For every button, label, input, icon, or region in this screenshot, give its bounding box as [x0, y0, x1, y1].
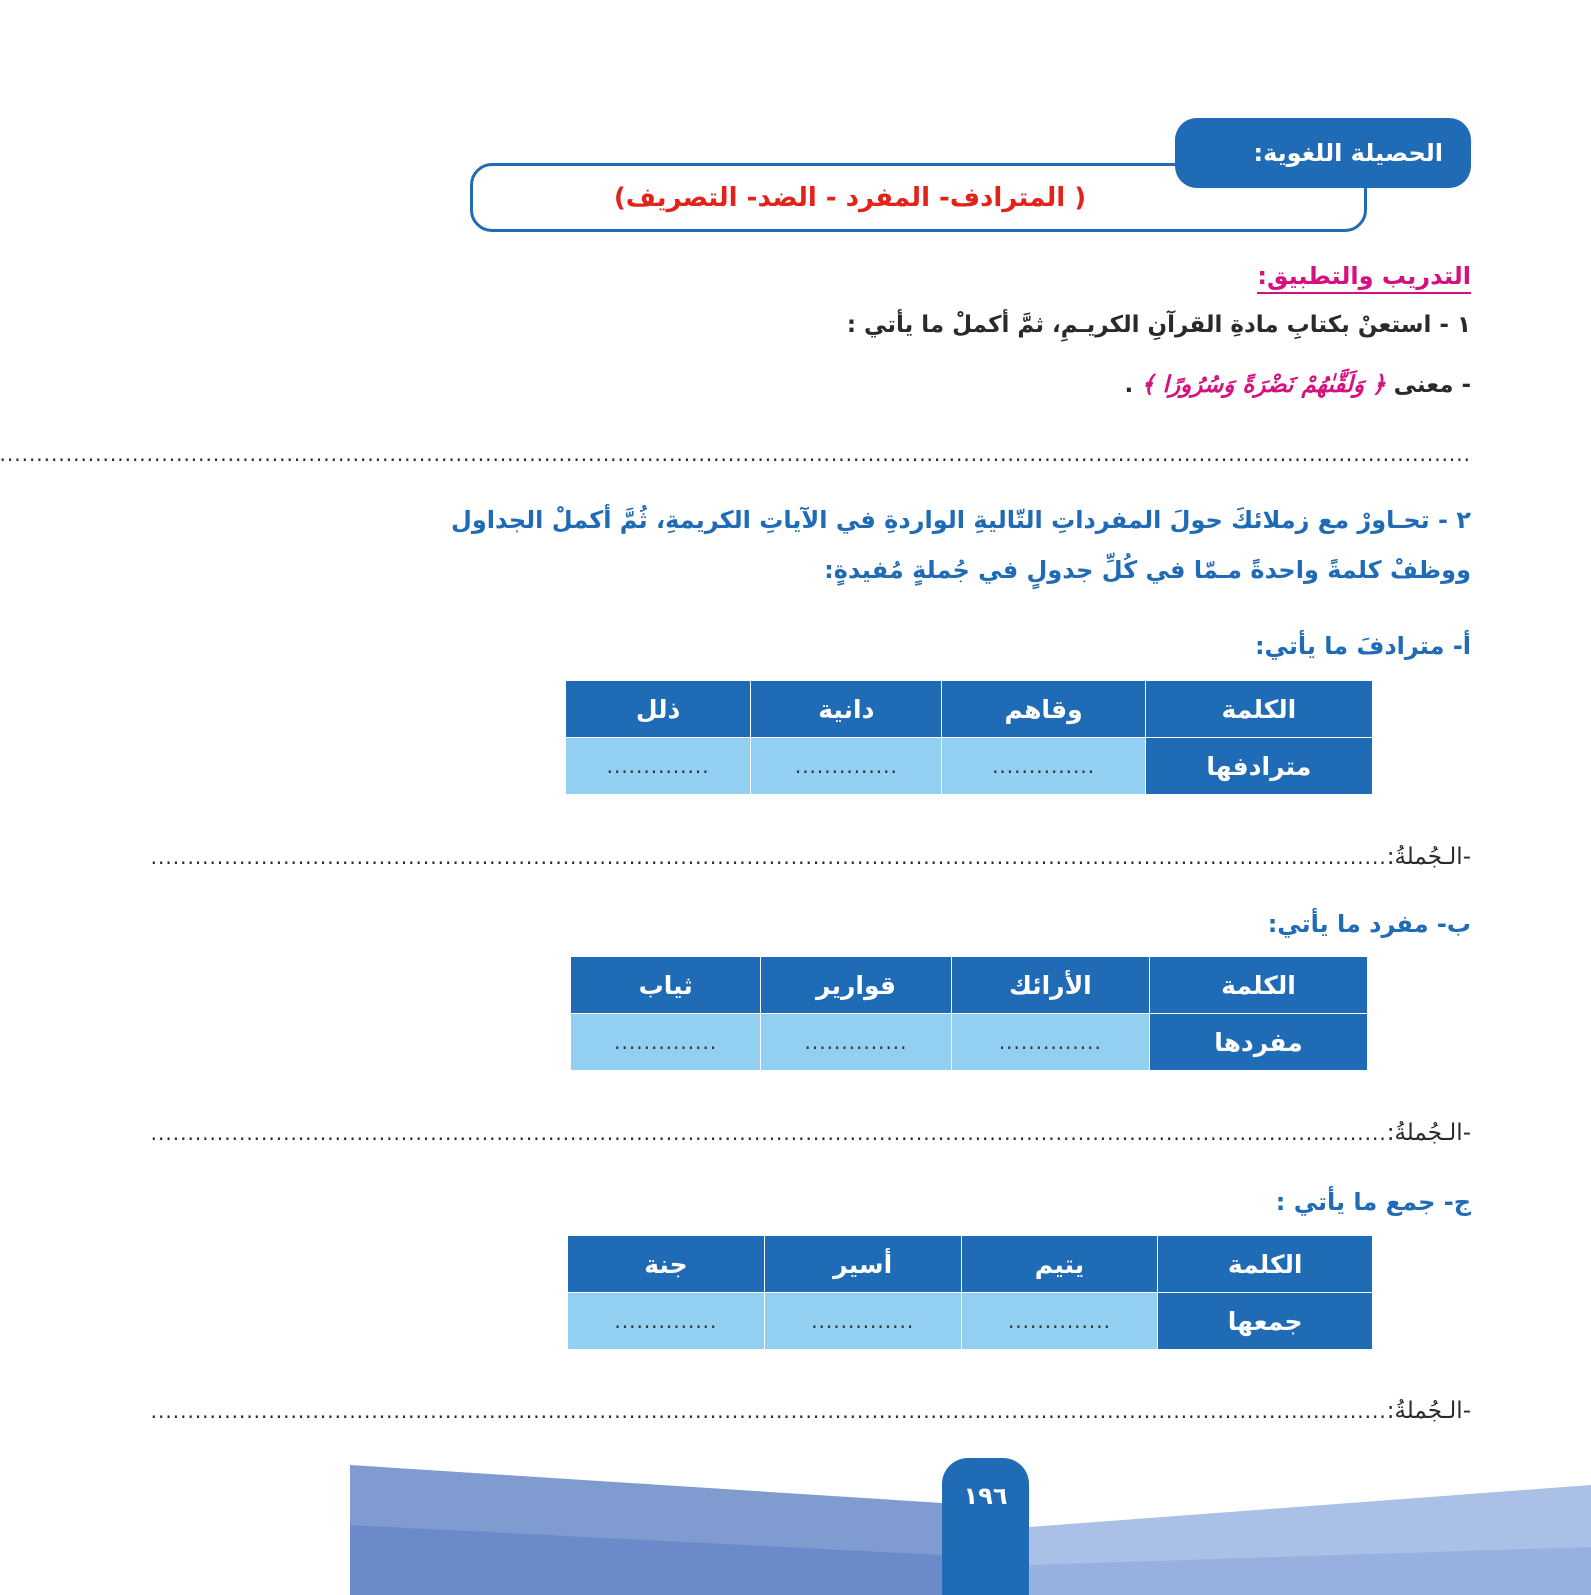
sentence-dots[interactable]: ........................................................................................................................................................................ [150, 845, 1387, 869]
header-cell: الكلمة [1149, 957, 1367, 1014]
word-cell: قوارير [761, 957, 951, 1014]
sentence-label: -الـجُملةُ: [1386, 844, 1471, 870]
sentence-line-b [150, 1120, 1471, 1146]
topics-list: ( المترادف- المفرد - الضد- التصريف) [613, 183, 1087, 213]
word-cell: دانية [751, 681, 942, 738]
row-label-cell: مترادفها [1145, 738, 1372, 795]
row-label-cell: مفردها [1149, 1014, 1367, 1071]
word-cell: الأرائك [951, 957, 1149, 1014]
page-number: ١٩٦ [942, 1458, 1029, 1544]
plurals-table [567, 1235, 1373, 1350]
answer-line[interactable]: ........................................................................................................................................................................................................ [0, 442, 1471, 466]
meaning-line [1124, 372, 1471, 398]
meaning-prefix: - معنى [1393, 372, 1471, 398]
sentence-dots[interactable]: ........................................................................................................................................................................ [150, 1399, 1387, 1423]
meaning-suffix: . [1124, 372, 1134, 398]
training-title: التدريب والتطبيق: [1257, 262, 1471, 294]
topic-label: الحصيلة اللغوية: [1175, 118, 1471, 188]
word-cell: ذلل [566, 681, 751, 738]
singulars-table [570, 956, 1368, 1071]
section-b-title: ب- مفرد ما يأتي: [1267, 910, 1471, 938]
answer-cell[interactable]: .............. [566, 738, 751, 795]
answer-cell[interactable]: .............. [951, 1014, 1149, 1071]
answer-cell[interactable]: .............. [961, 1293, 1158, 1350]
answer-cell[interactable]: .............. [571, 1014, 761, 1071]
answer-cell[interactable]: .............. [942, 738, 1145, 795]
header-cell: الكلمة [1145, 681, 1372, 738]
sentence-line-c [150, 1398, 1471, 1424]
sentence-label: -الـجُملةُ: [1386, 1398, 1471, 1424]
quran-verse: ﴿ وَلَقَّىٰهُمْ نَضْرَةً وَسُرُورًا ﴾ [1141, 372, 1386, 398]
word-cell: جنة [568, 1236, 765, 1293]
answer-cell[interactable]: .............. [764, 1293, 961, 1350]
synonyms-table [565, 680, 1373, 795]
question-1: ١ - استعنْ بكتابِ مادةِ القرآنِ الكريـمِ، ثمَّ أكملْ ما يأتي : [846, 312, 1471, 338]
word-cell: وقاهم [942, 681, 1145, 738]
sentence-label: -الـجُملةُ: [1386, 1120, 1471, 1146]
word-cell: ثياب [571, 957, 761, 1014]
answer-cell[interactable]: .............. [751, 738, 942, 795]
sentence-line-a [150, 844, 1471, 870]
row-label-cell: جمعها [1158, 1293, 1373, 1350]
question-2-line-1: ٢ - تحـاورْ مع زملائكَ حولَ المفرداتِ التّاليةِ الواردةِ في الآياتِ الكريمةِ، ثُمَّ أكملْ الجداول [451, 506, 1471, 534]
question-2-line-2: ووظفْ كلمةً واحدةً مـمّا في كُلِّ جدولٍ في جُملةٍ مُفيدةٍ: [824, 556, 1471, 584]
section-c-title: ج- جمع ما يأتي : [1275, 1188, 1471, 1216]
word-cell: يتيم [961, 1236, 1158, 1293]
word-cell: أسير [764, 1236, 961, 1293]
sentence-dots[interactable]: ........................................................................................................................................................................ [150, 1121, 1387, 1145]
answer-cell[interactable]: .............. [568, 1293, 765, 1350]
header-cell: الكلمة [1158, 1236, 1373, 1293]
section-a-title: أ- مترادفَ ما يأتي: [1254, 632, 1471, 660]
answer-cell[interactable]: .............. [761, 1014, 951, 1071]
